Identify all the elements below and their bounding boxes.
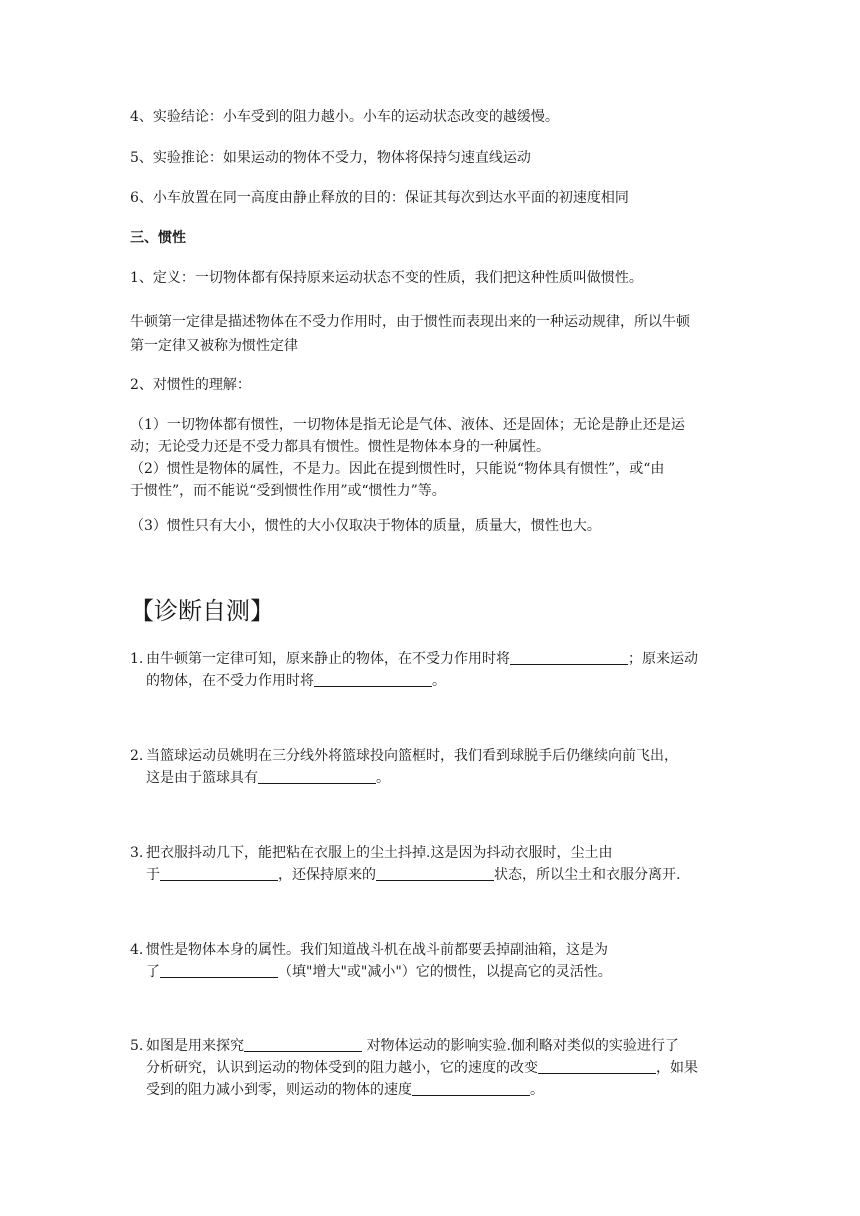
question-3 (130, 842, 730, 886)
question-4-number: 4. (130, 942, 144, 958)
self-test-title: 【诊断自测】 (130, 597, 274, 625)
question-1-blank-1[interactable] (510, 650, 628, 665)
question-5-text-f: 。 (530, 1082, 544, 1098)
understanding-heading: 2、对惯性的理解： (130, 377, 251, 393)
question-5-blank-2[interactable] (538, 1059, 656, 1074)
question-2-text-a: 当篮球运动员姚明在三分线外将篮球投向篮框时，我们看到球脱手后仍继续向前飞出， (146, 748, 678, 764)
question-4-blank-1[interactable] (160, 963, 278, 978)
inertia-definition: 1、定义：一切物体都有保持原来运动状态不变的性质，我们把这种性质叫做惯性。 (130, 270, 643, 286)
question-2-number: 2. (130, 748, 144, 764)
experiment-conclusion: 4、实验结论：小车受到的阻力越小。小车的运动状态改变的越缓慢。 (130, 109, 559, 125)
understanding-2-line-1: （2）惯性是物体的属性，不是力。因此在提到惯性时，只能说“物体具有惯性”，或“由 (130, 461, 665, 477)
experiment-inference: 5、实验推论：如果运动的物体不受力，物体将保持匀速直线运动 (130, 150, 531, 166)
question-5-text-b: 对物体运动的影响实验.伽利略对类似的实验进行了 (362, 1038, 679, 1054)
inertia-heading: 三、惯性 (130, 230, 186, 246)
understanding-2 (130, 458, 730, 502)
question-2-text-b: 这是由于篮球具有 (146, 770, 258, 786)
question-5-text-c: 分析研究，认识到运动的物体受到的阻力越小，它的速度的改变 (146, 1060, 538, 1076)
understanding-2-line-2: 于惯性”，而不能说“受到惯性作用”或“惯性力”等。 (130, 483, 446, 499)
question-3-text-a: 把衣服抖动几下，能把粘在衣服上的尘土抖掉.这是因为抖动衣服时，尘土由 (146, 845, 613, 861)
question-1-text-a: 由牛顿第一定律可知，原来静止的物体，在不受力作用时将 (146, 651, 510, 667)
newton-law-paragraph (130, 310, 730, 358)
question-2-blank-1[interactable] (258, 769, 376, 784)
question-5 (130, 1035, 730, 1101)
question-5-blank-1[interactable] (244, 1037, 362, 1052)
understanding-3: （3）惯性只有大小，惯性的大小仅取决于物体的质量，质量大，惯性也大。 (130, 518, 601, 534)
question-5-blank-3[interactable] (412, 1081, 530, 1096)
question-5-text-e: 受到的阻力减小到零，则运动的物体的速度 (146, 1082, 412, 1098)
release-purpose: 6、小车放置在同一高度由静止释放的目的：保证其每次到达水平面的初速度相同 (130, 190, 629, 206)
newton-law-line-1: 牛顿第一定律是描述物体在不受力作用时，由于惯性而表现出来的一种运动规律，所以牛顿 (130, 314, 690, 330)
question-5-text-a: 如图是用来探究 (146, 1038, 244, 1054)
question-3-text-b: 于 (146, 867, 160, 883)
question-4-text-c: （填"增大"或"减小"）它的惯性，以提高它的灵活性。 (278, 964, 612, 980)
question-1-text-d: 。 (432, 673, 446, 689)
newton-law-line-2: 第一定律又被称为惯性定律 (130, 338, 298, 354)
question-5-text-d: ，如果 (656, 1060, 698, 1076)
understanding-1 (130, 414, 730, 458)
question-4 (130, 939, 730, 983)
understanding-1-line-1: （1）一切物体都有惯性，一切物体是指无论是气体、液体、还是固体；无论是静止还是运 (130, 417, 685, 433)
question-3-text-c: ，还保持原来的 (278, 867, 376, 883)
understanding-1-line-2: 动；无论受力还是不受力都具有惯性。惯性是物体本身的一种属性。 (130, 439, 550, 455)
question-3-blank-1[interactable] (160, 866, 278, 881)
question-2 (130, 745, 730, 789)
question-3-number: 3. (130, 845, 144, 861)
question-3-text-d: 状态，所以尘土和衣服分离开. (494, 867, 681, 883)
question-2-text-c: 。 (376, 770, 390, 786)
question-1 (130, 648, 730, 692)
question-3-blank-2[interactable] (376, 866, 494, 881)
question-1-text-c: 的物体，在不受力作用时将 (146, 673, 314, 689)
question-4-text-b: 了 (146, 964, 160, 980)
question-1-blank-2[interactable] (314, 672, 432, 687)
question-4-text-a: 惯性是物体本身的属性。我们知道战斗机在战斗前都要丢掉副油箱，这是为 (146, 942, 608, 958)
question-1-text-b: ；原来运动 (628, 651, 698, 667)
question-5-number: 5. (130, 1038, 144, 1054)
question-1-number: 1. (130, 651, 144, 667)
